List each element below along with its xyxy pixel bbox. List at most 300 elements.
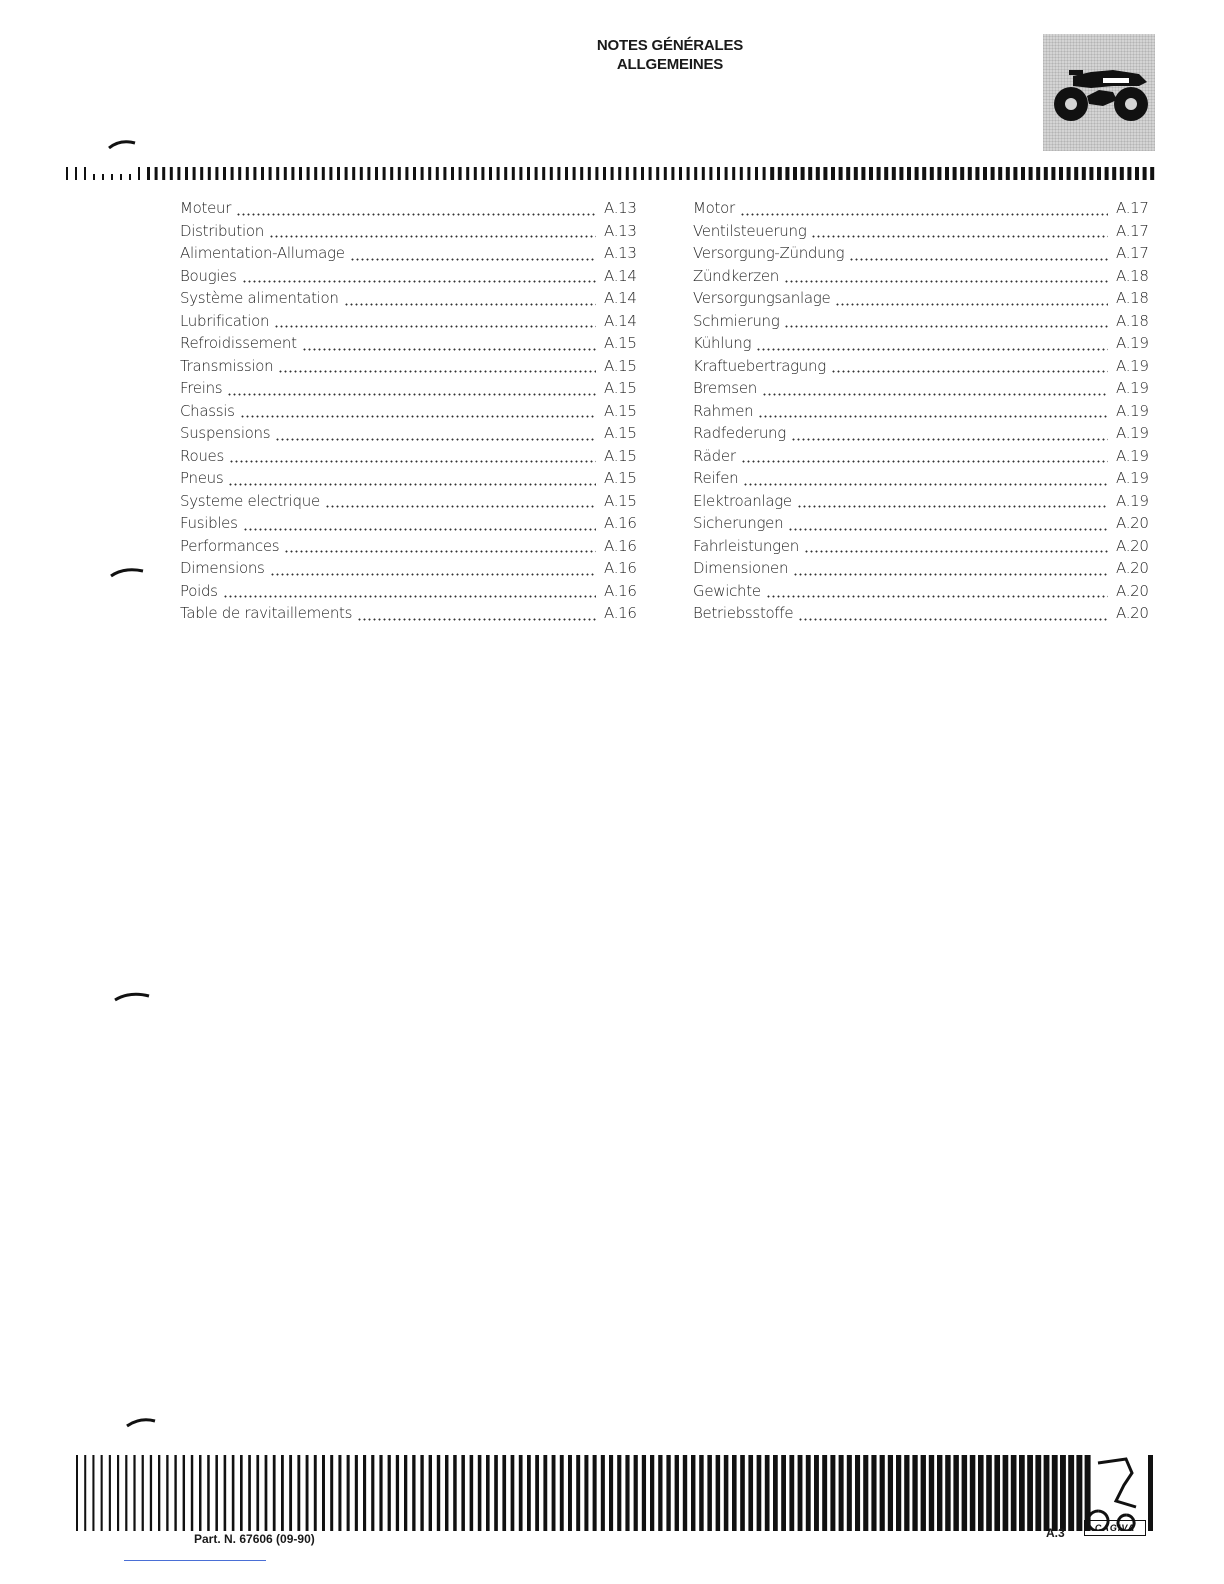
tick-mark <box>474 167 477 180</box>
toc-leader-dots <box>344 303 596 306</box>
toc-leader-dots <box>784 280 1108 283</box>
tick-mark <box>253 167 256 180</box>
bar-mark <box>338 1455 341 1531</box>
tick-mark <box>801 167 805 180</box>
top-tick-strip <box>66 162 1156 180</box>
toc-entry <box>180 537 650 560</box>
toc-entry <box>180 222 650 245</box>
bar-mark <box>593 1455 597 1531</box>
bar-mark <box>896 1455 901 1531</box>
toc-entry-label: Moteur <box>180 199 232 217</box>
bar-mark <box>240 1455 243 1531</box>
tick-mark <box>1074 167 1078 180</box>
toc-entry <box>693 514 1153 537</box>
bar-mark <box>740 1455 745 1531</box>
toc-leader-dots <box>269 235 596 238</box>
tick-mark <box>84 167 86 180</box>
tick-mark <box>588 167 591 180</box>
toc-entry-label: Système alimentation <box>180 289 339 307</box>
bar-mark <box>1076 1455 1082 1531</box>
toc-leader-dots <box>350 258 596 261</box>
tick-mark <box>413 167 416 180</box>
tick-mark <box>390 167 393 180</box>
toc-entry-label: Refroidissement <box>180 334 297 352</box>
bar-mark <box>371 1455 374 1531</box>
bar-mark <box>347 1455 350 1531</box>
toc-entry-label: Rahmen <box>693 401 754 420</box>
bar-mark <box>265 1455 268 1531</box>
toc-entry <box>180 514 650 537</box>
toc-entry-label: Fahrleistungen <box>693 536 799 555</box>
toc-french <box>180 199 650 627</box>
toc-entry-page: A.15 <box>604 491 637 510</box>
tick-mark <box>1059 167 1063 180</box>
toc-entry <box>693 222 1153 245</box>
tick-mark <box>512 167 515 180</box>
toc-entry-page: A.19 <box>1116 356 1149 375</box>
bar-mark <box>215 1455 218 1531</box>
registration-mark-icon <box>126 1416 156 1428</box>
bar-mark <box>937 1455 942 1531</box>
bar-mark <box>953 1455 958 1531</box>
tick-mark <box>649 167 652 180</box>
tick-mark <box>823 167 827 180</box>
tick-mark <box>808 167 812 180</box>
bar-mark <box>84 1455 86 1531</box>
bar-mark <box>822 1455 827 1531</box>
tick-mark <box>755 167 758 180</box>
tick-mark <box>595 167 598 180</box>
tick-mark <box>527 167 530 180</box>
toc-entry <box>180 604 650 627</box>
bar-mark <box>1027 1455 1033 1531</box>
tick-mark <box>291 167 294 180</box>
bar-mark <box>691 1455 695 1531</box>
tick-mark <box>75 167 77 180</box>
tick-mark <box>1051 167 1055 180</box>
toc-entry-page: A.19 <box>1116 334 1149 352</box>
bar-mark <box>609 1455 613 1531</box>
toc-entry-page: A.17 <box>1116 221 1149 240</box>
toc-entry-label: Radfederung <box>693 424 786 442</box>
toc-leader-dots <box>793 573 1108 576</box>
toc-entry <box>180 244 650 267</box>
bar-mark <box>978 1455 984 1531</box>
bar-mark <box>994 1455 1000 1531</box>
tick-mark <box>436 167 439 180</box>
bar-mark <box>707 1455 712 1531</box>
toc-entry <box>180 199 650 222</box>
tick-mark <box>831 167 835 180</box>
bar-mark <box>535 1455 539 1531</box>
bar-mark <box>1060 1455 1066 1531</box>
bar-mark <box>543 1455 547 1531</box>
bar-mark <box>232 1455 235 1531</box>
tick-mark <box>459 167 462 180</box>
toc-leader-dots <box>784 325 1108 328</box>
tick-mark <box>466 167 469 180</box>
tick-mark <box>603 167 606 180</box>
tick-mark <box>93 174 95 180</box>
bar-mark <box>576 1455 580 1531</box>
toc-entry-label: Versorgungsanlage <box>693 289 831 307</box>
tick-mark <box>1127 167 1131 180</box>
toc-entry <box>180 312 650 335</box>
toc-entry-page: A.14 <box>604 311 637 330</box>
page-number: A.3 <box>1046 1526 1065 1540</box>
tick-mark <box>854 167 858 180</box>
toc-entry-page: A.15 <box>604 356 637 375</box>
tick-mark <box>519 167 522 180</box>
tick-mark <box>732 167 735 180</box>
toc-entry <box>693 559 1153 582</box>
bar-mark <box>199 1455 201 1531</box>
toc-entry <box>180 559 650 582</box>
tick-mark <box>580 167 583 180</box>
bar-mark <box>297 1455 300 1531</box>
toc-leader-dots <box>762 393 1108 396</box>
tick-mark <box>405 167 408 180</box>
toc-entry-page: A.20 <box>1116 514 1149 532</box>
bar-mark <box>650 1455 654 1531</box>
toc-entry-page: A.19 <box>1116 469 1149 487</box>
toc-german <box>693 199 1153 627</box>
bar-mark <box>76 1455 78 1531</box>
toc-entry-label: Kraftuebertragung <box>693 356 826 375</box>
toc-leader-dots <box>811 235 1108 238</box>
bar-mark <box>945 1455 950 1531</box>
tick-mark <box>907 167 911 180</box>
tick-mark <box>846 167 850 180</box>
bar-mark <box>912 1455 917 1531</box>
toc-leader-dots <box>849 258 1108 261</box>
toc-leader-dots <box>275 438 596 441</box>
bar-mark <box>486 1455 490 1531</box>
tick-mark <box>352 167 355 180</box>
bar-mark <box>1011 1455 1017 1531</box>
toc-entry <box>693 402 1153 425</box>
tick-mark <box>633 167 636 180</box>
bar-mark <box>330 1455 333 1531</box>
tick-mark <box>1143 167 1147 180</box>
bottom-bar-strip <box>76 1455 1156 1531</box>
tick-mark <box>504 167 507 180</box>
bar-mark <box>109 1455 111 1531</box>
toc-entry-label: Dimensionen <box>693 559 789 577</box>
toc-entry-label: Distribution <box>180 221 264 240</box>
tick-mark <box>641 167 644 180</box>
tick-mark <box>1150 167 1154 180</box>
bar-mark <box>379 1455 382 1531</box>
tick-mark <box>679 167 682 180</box>
bar-mark <box>166 1455 168 1531</box>
tick-mark <box>299 167 302 180</box>
toc-entry-page: A.20 <box>1116 581 1149 600</box>
tick-mark <box>170 167 173 180</box>
toc-entry-label: Poids <box>180 581 218 600</box>
tick-mark <box>138 167 140 180</box>
tick-mark <box>1013 167 1017 180</box>
tick-mark <box>763 167 766 180</box>
tick-mark <box>443 167 446 180</box>
toc-entry-page: A.13 <box>604 244 637 262</box>
bar-mark <box>404 1455 407 1531</box>
bar-mark <box>1044 1455 1050 1531</box>
toc-leader-dots <box>274 325 596 328</box>
toc-leader-dots <box>242 280 596 283</box>
bar-mark <box>929 1455 934 1531</box>
footer-rule <box>124 1560 266 1561</box>
toc-entry-page: A.14 <box>604 289 637 307</box>
bar-mark <box>642 1455 646 1531</box>
toc-leader-dots <box>240 415 596 418</box>
tick-mark <box>785 167 789 180</box>
registration-mark-icon <box>108 138 136 150</box>
bar-mark <box>478 1455 482 1531</box>
bar-mark <box>281 1455 284 1531</box>
toc-entry-page: A.13 <box>604 221 637 240</box>
toc-leader-dots <box>831 370 1108 373</box>
bar-mark <box>502 1455 506 1531</box>
bar-mark <box>863 1455 868 1531</box>
tick-mark <box>1097 167 1101 180</box>
tick-mark <box>664 167 667 180</box>
bar-mark <box>584 1455 588 1531</box>
tick-mark <box>1082 167 1086 180</box>
tick-mark <box>960 167 964 180</box>
bar-mark <box>617 1455 621 1531</box>
toc-entry <box>180 582 650 605</box>
tick-mark <box>111 174 113 180</box>
tick-mark <box>975 167 979 180</box>
tick-mark <box>725 167 728 180</box>
bar-mark <box>986 1455 992 1531</box>
tick-mark <box>671 167 674 180</box>
tick-mark <box>709 167 712 180</box>
bar-mark <box>789 1455 794 1531</box>
bar-mark <box>224 1455 227 1531</box>
bar-mark <box>412 1455 415 1531</box>
tick-mark <box>618 167 621 180</box>
toc-entry <box>693 199 1153 222</box>
tick-mark <box>770 167 774 180</box>
tick-mark <box>428 167 431 180</box>
toc-entry-label: Chassis <box>180 401 235 420</box>
tick-mark <box>1120 167 1124 180</box>
tick-mark <box>1067 167 1071 180</box>
tick-mark <box>1112 167 1116 180</box>
registration-mark-icon <box>114 990 150 1002</box>
tick-mark <box>238 167 241 180</box>
tick-mark <box>747 167 750 180</box>
toc-entry-label: Bremsen <box>693 379 757 397</box>
tick-mark <box>284 167 287 180</box>
tick-mark <box>937 167 941 180</box>
bar-mark <box>683 1455 687 1531</box>
bar-mark <box>732 1455 737 1531</box>
bar-mark <box>798 1455 803 1531</box>
tick-mark <box>246 167 249 180</box>
toc-entry-label: Kühlung <box>693 334 752 352</box>
bar-mark <box>625 1455 629 1531</box>
tick-mark <box>1135 167 1139 180</box>
toc-entry-page: A.19 <box>1116 401 1149 420</box>
tick-mark <box>215 167 218 180</box>
toc-entry-label: Freins <box>180 379 223 397</box>
bar-mark <box>560 1455 564 1531</box>
toc-entry-page: A.19 <box>1116 446 1149 465</box>
toc-entry-page: A.20 <box>1116 536 1149 555</box>
tick-mark <box>573 167 576 180</box>
toc-leader-dots <box>791 438 1108 441</box>
toc-leader-dots <box>228 483 596 486</box>
toc-entry-page: A.18 <box>1116 289 1149 307</box>
toc-entry <box>180 267 650 290</box>
tick-mark <box>66 167 68 180</box>
title-german: ALLGEMEINES <box>616 56 724 73</box>
bar-mark <box>207 1455 210 1531</box>
tick-mark <box>1021 167 1025 180</box>
bar-mark <box>921 1455 926 1531</box>
bar-mark <box>142 1455 144 1531</box>
tick-mark <box>542 167 545 180</box>
toc-entry <box>180 334 650 357</box>
bar-mark <box>289 1455 292 1531</box>
bar-mark <box>847 1455 852 1531</box>
bar-mark <box>658 1455 662 1531</box>
toc-entry-page: A.14 <box>604 266 637 285</box>
toc-leader-dots <box>270 573 596 576</box>
tick-mark <box>398 167 401 180</box>
bar-mark <box>839 1455 844 1531</box>
bar-mark <box>117 1455 119 1531</box>
bar-mark <box>314 1455 317 1531</box>
toc-entry <box>180 447 650 470</box>
bar-mark <box>445 1455 448 1531</box>
tick-mark <box>793 167 797 180</box>
tick-mark <box>778 167 782 180</box>
tick-mark <box>702 167 705 180</box>
toc-leader-dots <box>236 213 596 216</box>
toc-entry-page: A.19 <box>1116 379 1149 397</box>
bar-mark <box>273 1455 276 1531</box>
tick-mark <box>269 167 272 180</box>
toc-leader-dots <box>229 460 596 463</box>
toc-leader-dots <box>227 393 596 396</box>
toc-entry-label: Bougies <box>180 266 237 285</box>
toc-leader-dots <box>325 505 596 508</box>
bar-mark <box>830 1455 835 1531</box>
toc-entry-label: Motor <box>693 199 735 217</box>
toc-entry <box>693 424 1153 447</box>
toc-entry <box>693 334 1153 357</box>
tick-mark <box>877 167 881 180</box>
toc-entry-page: A.15 <box>604 469 637 487</box>
toc-entry-label: Räder <box>693 446 736 465</box>
bar-mark <box>675 1455 679 1531</box>
bar-mark <box>256 1455 259 1531</box>
toc-leader-dots <box>740 213 1108 216</box>
tick-mark <box>193 167 196 180</box>
toc-leader-dots <box>741 460 1108 463</box>
tick-mark <box>360 167 363 180</box>
bar-mark <box>962 1455 968 1531</box>
toc-entry-page: A.20 <box>1116 604 1149 622</box>
tick-mark <box>200 167 203 180</box>
toc-entry-label: Suspensions <box>180 424 271 442</box>
tick-mark <box>945 167 949 180</box>
bar-mark <box>125 1455 127 1531</box>
tick-mark <box>329 167 332 180</box>
tick-mark <box>611 167 614 180</box>
toc-entry-label: Zündkerzen <box>693 266 779 285</box>
tick-mark <box>102 174 104 180</box>
toc-entry-page: A.15 <box>604 334 637 352</box>
bar-mark <box>101 1455 103 1531</box>
toc-entry-label: Lubrification <box>180 311 270 330</box>
tick-mark <box>322 167 325 180</box>
bar-mark <box>699 1455 703 1531</box>
toc-entry-label: Sicherungen <box>693 514 784 532</box>
toc-entry <box>180 469 650 492</box>
bar-mark <box>601 1455 605 1531</box>
toc-entry-label: Transmission <box>180 356 274 375</box>
toc-entry-page: A.17 <box>1116 199 1149 217</box>
bar-mark <box>1035 1455 1041 1531</box>
motorcycle-emblem-icon <box>1043 34 1155 151</box>
tick-mark <box>1029 167 1033 180</box>
toc-entry-page: A.15 <box>604 446 637 465</box>
tick-mark <box>162 167 165 180</box>
toc-entry-page: A.13 <box>604 199 637 217</box>
toc-entry-page: A.19 <box>1116 491 1149 510</box>
tick-mark <box>687 167 690 180</box>
toc-entry-label: Gewichte <box>693 581 761 600</box>
tick-mark <box>497 167 500 180</box>
tick-mark <box>861 167 865 180</box>
toc-entry-page: A.16 <box>604 559 637 577</box>
tick-mark <box>899 167 903 180</box>
bar-mark <box>1019 1455 1025 1531</box>
toc-leader-dots <box>758 415 1108 418</box>
tick-mark <box>915 167 919 180</box>
toc-entry <box>180 289 650 312</box>
bar-mark <box>92 1455 94 1531</box>
toc-leader-dots <box>835 303 1108 306</box>
tick-mark <box>1036 167 1040 180</box>
page-title <box>540 36 800 74</box>
bar-mark <box>363 1455 366 1531</box>
tick-mark <box>839 167 843 180</box>
toc-entry-page: A.19 <box>1116 424 1149 442</box>
tick-mark <box>223 167 226 180</box>
toc-entry <box>180 492 650 515</box>
bar-mark <box>396 1455 399 1531</box>
tick-mark <box>1089 167 1093 180</box>
bar-mark <box>133 1455 135 1531</box>
toc-entry <box>693 244 1153 267</box>
toc-entry-page: A.15 <box>604 379 637 397</box>
toc-entry <box>693 537 1153 560</box>
bar-mark <box>1068 1455 1074 1531</box>
toc-entry-label: Reifen <box>693 469 739 487</box>
bar-mark <box>306 1455 309 1531</box>
tick-mark <box>451 167 454 180</box>
tick-mark <box>717 167 720 180</box>
bar-mark <box>158 1455 160 1531</box>
toc-entry <box>693 379 1153 402</box>
bar-mark <box>453 1455 456 1531</box>
